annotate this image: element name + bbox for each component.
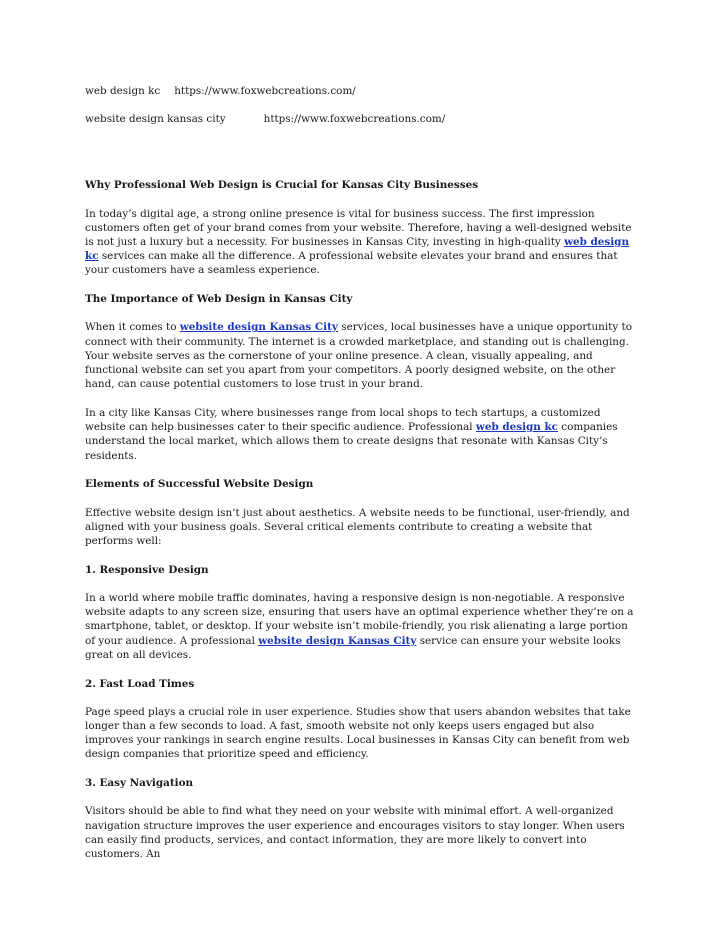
web-design-kc-link[interactable]: web design kc — [85, 236, 629, 263]
text-segment: In a city like Kansas City, where businesses range from local shops to tech startups, a customized website can help businesses cater to their specific audience. Professional — [85, 407, 601, 434]
document-content — [85, 84, 637, 876]
keyword-line-web-design-kc — [85, 84, 637, 98]
keyword-url[interactable]: https://www.foxwebcreations.com/ — [263, 113, 446, 126]
text-segment: companies understand the local market, which allows them to create designs that resonate with Kansas City’s residents. — [85, 421, 618, 462]
importance-paragraph-1 — [85, 320, 637, 391]
fast-load-times-paragraph: Page speed plays a crucial role in user experience. Studies show that users abandon websites that take longer than a few seconds to load. A fast, smooth website not only keeps users engaged but also improves your rankings in search engine results. Local businesses in Kansas City can benefit from web design companies that prioritize speed and efficiency. — [85, 705, 631, 761]
keyword-text: web design kc — [85, 85, 161, 97]
website-design-kansas-city-link[interactable]: website design Kansas City — [179, 321, 338, 334]
fast-load-times-heading: 2. Fast Load Times — [85, 677, 195, 690]
text-segment: service can ensure your website looks great on all devices. — [85, 634, 621, 661]
importance-heading: The Importance of Web Design in Kansas City — [85, 293, 353, 306]
text-segment: services, local businesses have a unique opportunity to connect with their community. The internet is a crowded marketplace, and standing out is challenging. Your website serves as the cornerstone of your online presence. A clean, visually appealing, and functional website can set you apart from your competitors. A poorly designed website, on the other hand, can cause potential customers to lose trust in your brand. — [85, 321, 632, 391]
easy-navigation-heading: 3. Easy Navigation — [85, 777, 194, 790]
keyword-line-website-design-kansas-city — [85, 112, 637, 126]
web-design-kc-link[interactable]: web design kc — [475, 421, 558, 434]
elements-paragraph: Effective website design isn’t just about aesthetics. A website needs to be functional, user-friendly, and aligned with your business goals. Several critical elements contribute to creating a website that performs well: — [85, 506, 630, 548]
text-segment: When it comes to — [85, 321, 180, 334]
website-design-kansas-city-link[interactable]: website design Kansas City — [258, 634, 417, 647]
easy-navigation-paragraph: Visitors should be able to find what they need on your website with minimal effort. A well-organized navigation structure improves the user experience and encourages visitors to stay longer. When users can easily find products, services, and contact information, they are more likely to convert into customers. An — [85, 805, 625, 861]
responsive-design-paragraph — [85, 591, 637, 662]
elements-heading: Elements of Successful Website Design — [85, 478, 314, 491]
keyword-url[interactable]: https://www.foxwebcreations.com/ — [174, 85, 356, 97]
spacer — [85, 140, 637, 178]
text-segment: services can make all the difference. A professional website elevates your brand and ensures that your customers have a seamless experience. — [85, 250, 618, 277]
responsive-design-heading: 1. Responsive Design — [85, 563, 209, 576]
importance-paragraph-2 — [85, 406, 637, 463]
text-segment: In a world where mobile traffic dominates, having a responsive design is non-negotiable. A responsive website adapts to any screen size, ensuring that users have an optimal experience whether they’re on a smartphone, tablet, or desktop. If your website isn’t mobile-friendly, you risk alienating a large portion of your audience. A professional — [85, 592, 634, 647]
article-title: Why Professional Web Design is Crucial for Kansas City Businesses — [85, 179, 479, 192]
intro-paragraph — [85, 207, 637, 278]
text-segment: In today’s digital age, a strong online presence is vital for business success. The first impression customers often get of your brand comes from your website. Therefore, having a well-designed website is not just a luxury but a necessity. For businesses in Kansas City, investing in high-quality — [85, 207, 632, 249]
keyword-text: website design kansas city — [85, 113, 226, 126]
